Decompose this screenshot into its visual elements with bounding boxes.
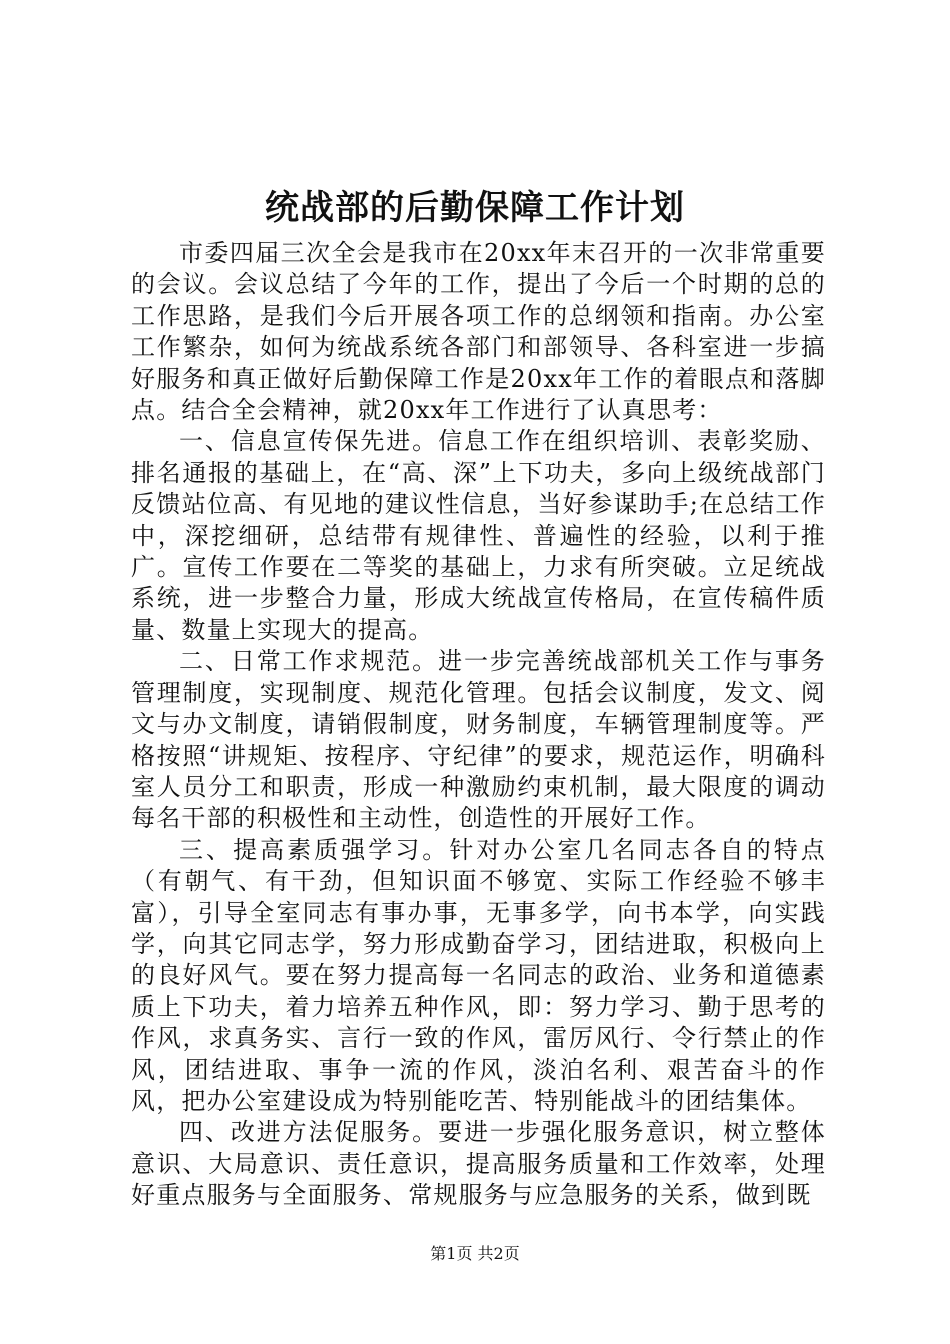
document-body	[131, 238, 826, 1212]
paragraph-section-1: 一、信息宣传保先进。信息工作在组织培训、表彰奖励、排名通报的基础上，在“高、深”上下功夫，多向上级统战部门反馈站位高、有见地的建议性信息，当好参谋助手;在总结工作中，深挖细研，总结带有规律性、普遍性的经验，以利于推广。宣传工作要在二等奖的基础上，力求有所突破。立足统战系统，进一步整合力量，形成大统战宣传格局，在宣传稿件质量、数量上实现大的提高。	[131, 427, 826, 644]
paragraph-section-4: 四、改进方法促服务。要进一步强化服务意识，树立整体意识、大局意识、责任意识，提高服务质量和工作效率，处理好重点服务与全面服务、常规服务与应急服务的关系，做到既	[131, 1118, 826, 1210]
paragraph-section-3: 三、提高素质强学习。针对办公室几名同志各自的特点（有朝气、有干劲，但知识面不够宽、实际工作经验不够丰富），引导全室同志有事办事，无事多学，向书本学，向实践学，向其它同志学，努力形成勤奋学习，团结进取，积极向上的良好风气。要在努力提高每一名同志的政治、业务和道德素质上下功夫，着力培养五种作风，即：努力学习、勤于思考的作风，求真务实、言行一致的作风，雷厉风行、令行禁止的作风，团结进取、事争一流的作风，淡泊名利、艰苦奋斗的作风，把办公室建设成为特别能吃苦、特别能战斗的团结集体。	[131, 835, 826, 1115]
document-title: 统战部的后勤保障工作计划	[265, 188, 685, 228]
paragraph-section-2: 二、日常工作求规范。进一步完善统战部机关工作与事务管理制度，实现制度、规范化管理。包括会议制度，发文、阅文与办文制度，请销假制度，财务制度，车辆管理制度等。严格按照“讲规矩、按程序、守纪律”的要求，规范运作，明确科室人员分工和职责，形成一种激励约束机制，最大限度的调动每名干部的积极性和主动性，创造性的开展好工作。	[131, 647, 826, 833]
paragraph-intro: 市委四届三次全会是我市在20xx年末召开的一次非常重要的会议。会议总结了今年的工作，提出了今后一个时期的总的工作思路，是我们今后开展各项工作的总纲领和指南。办公室工作繁杂，如何为统战系统各部门和部领导、各科室进一步搞好服务和真正做好后勤保障工作是20xx年工作的着眼点和落脚点。结合全会精神，就20xx年工作进行了认真思考：	[131, 239, 826, 425]
page-number: 第1页 共2页	[430, 1244, 520, 1263]
